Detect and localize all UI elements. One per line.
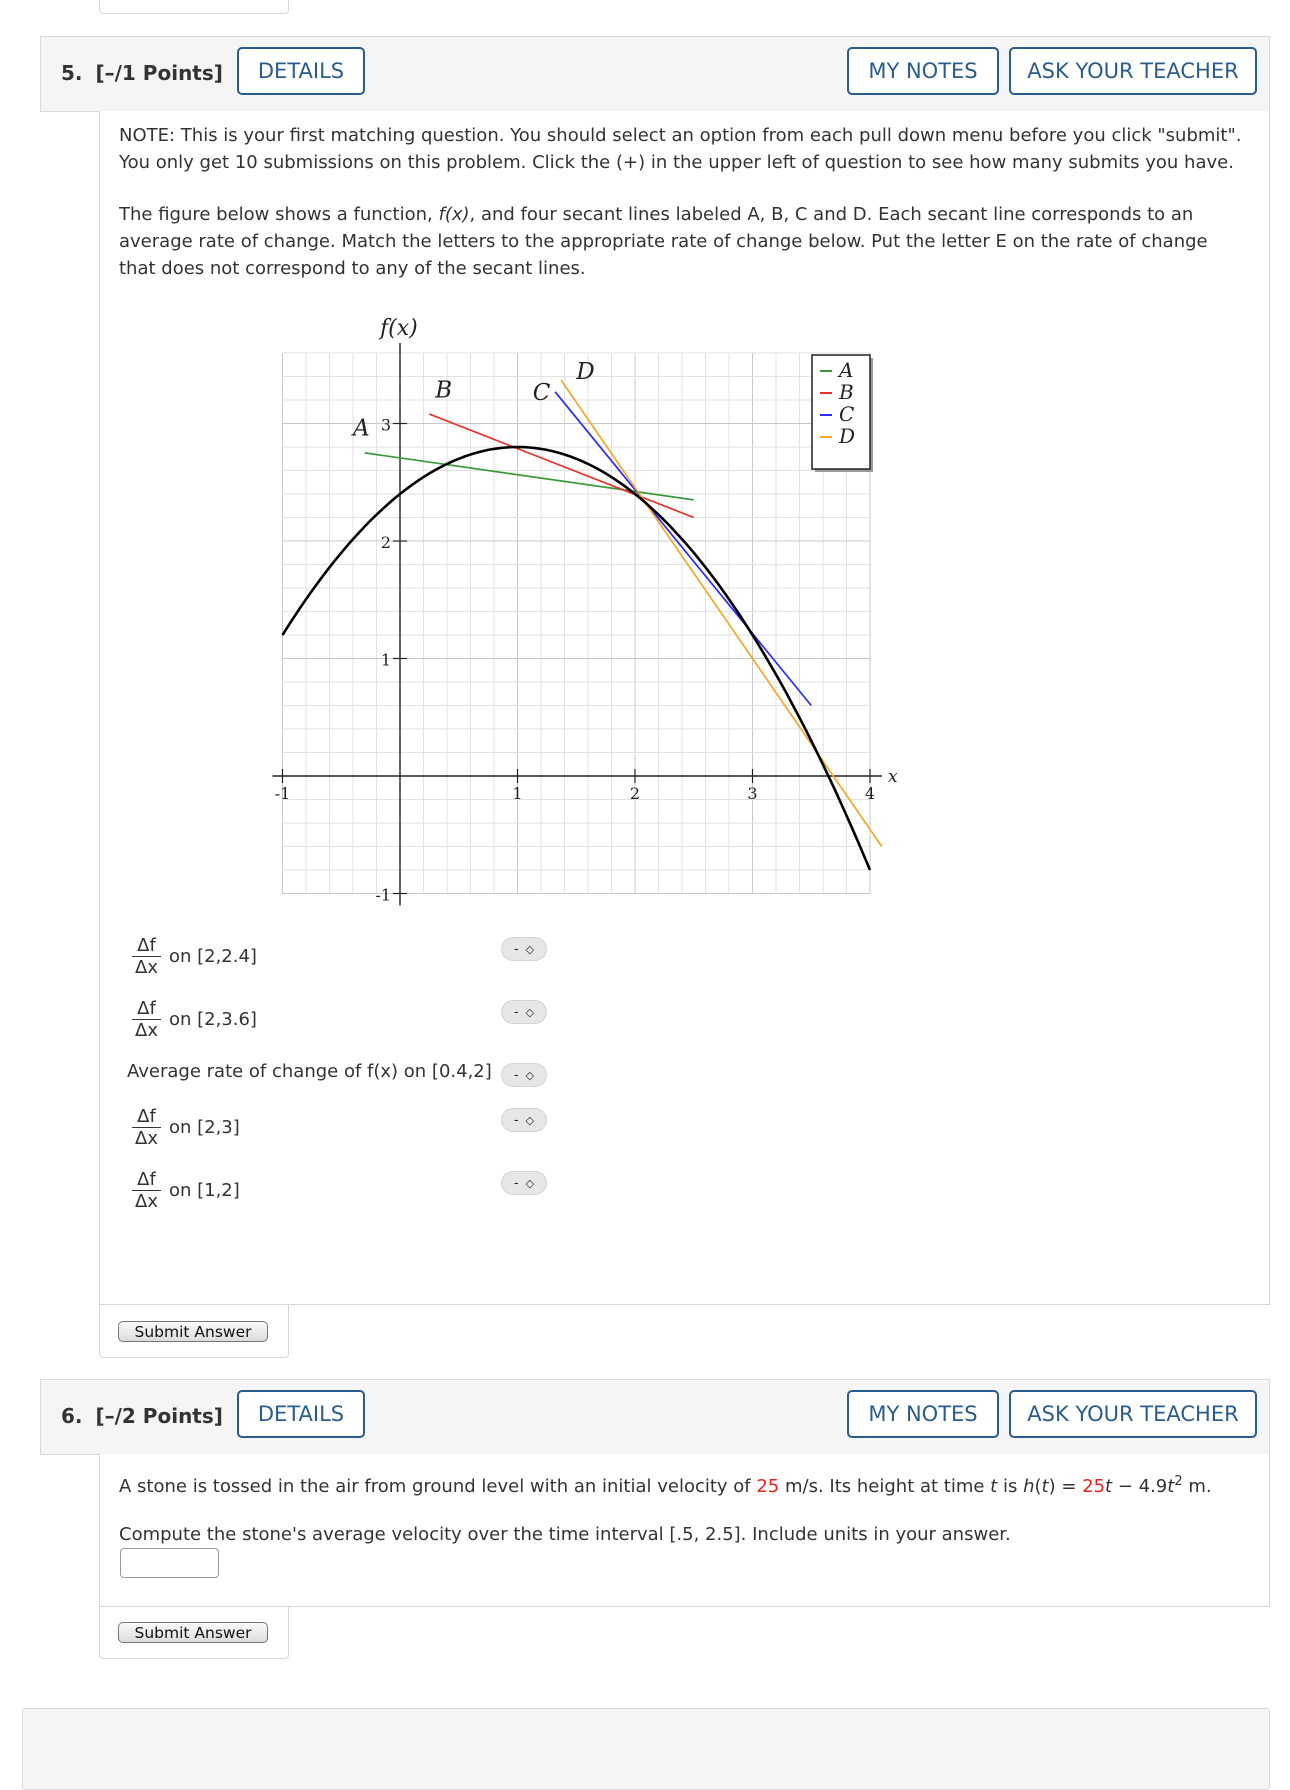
match-row-5-label <box>132 1169 240 1212</box>
q6-text-a: A stone is tossed in the air from ground level with an initial velocity of <box>119 1476 757 1497</box>
legend-label-D: D <box>839 424 856 448</box>
next-question-panel <box>22 1708 1270 1790</box>
fraction-numerator: Δf <box>132 998 161 1020</box>
secant-lines-chart <box>260 300 910 920</box>
select-value: - <box>513 1067 519 1083</box>
x-axis-label: x <box>888 767 898 787</box>
secant-label-D: D <box>576 358 595 385</box>
q6-eq-t: t <box>1041 1476 1049 1497</box>
match-row-5-select[interactable] <box>501 1171 547 1195</box>
match-row-5-interval: on [1,2] <box>168 1180 240 1201</box>
match-row-3-label <box>127 1061 492 1082</box>
q6-title <box>61 1404 223 1428</box>
match-row-1-select[interactable] <box>501 937 547 961</box>
secant-label-A: A <box>353 415 370 442</box>
delta-fraction <box>132 998 161 1041</box>
q5-submit-container <box>99 1304 289 1358</box>
chart-grid <box>283 353 871 894</box>
match-row-4-label <box>132 1106 240 1149</box>
select-chevron-icon: ◇ <box>525 1113 535 1127</box>
match-row-3-select[interactable] <box>501 1063 547 1087</box>
match-row-2-label <box>132 998 257 1041</box>
q5-ask-teacher-button[interactable]: ASK YOUR TEACHER <box>1009 47 1257 95</box>
secant-label-B: B <box>435 377 453 404</box>
match-row-2-interval: on [2,3.6] <box>168 1009 257 1030</box>
fraction-denominator: Δx <box>135 957 158 978</box>
q6-my-notes-button[interactable]: MY NOTES <box>847 1390 999 1438</box>
fraction-denominator: Δx <box>135 1128 158 1149</box>
select-chevron-icon: ◇ <box>525 1005 535 1019</box>
previous-submit-container <box>99 0 289 14</box>
select-value: - <box>513 1175 519 1191</box>
delta-fraction <box>132 1106 161 1149</box>
match-row-2-select[interactable] <box>501 1000 547 1024</box>
select-value: - <box>513 941 519 957</box>
match-row-1-interval: on [2,2.4] <box>168 946 257 967</box>
q6-header <box>40 1379 1270 1455</box>
q6-time-variable: t <box>990 1476 998 1497</box>
match-row-4-interval: on [2,3] <box>168 1117 240 1138</box>
q6-exponent: 2 <box>1174 1474 1183 1489</box>
q5-intro-after: , and four secant lines labeled A, B, C and D. Each secant line corresponds to an average rate of change. Match the letters to the appropriate rate of change below. Put the letter E on the rate of change that does not correspond to any of the secant lines. <box>119 204 1208 279</box>
q6-text-b: m/s. Its height at time <box>779 1476 991 1497</box>
q5-details-button[interactable]: DETAILS <box>237 47 365 95</box>
q6-coefficient: 25 <box>1082 1476 1106 1497</box>
secant-label-C: C <box>532 380 551 406</box>
q5-submit-button[interactable]: Submit Answer <box>118 1321 268 1342</box>
match-row-4-select[interactable] <box>501 1108 547 1132</box>
q6-points: [–/2 Points] <box>95 1404 223 1428</box>
legend-label-C: C <box>839 402 855 426</box>
q5-number: 5. <box>61 61 83 85</box>
y-tick-label: 2 <box>380 533 391 552</box>
q5-intro-fx: f(x) <box>438 204 470 225</box>
select-value: - <box>513 1112 519 1128</box>
select-chevron-icon: ◇ <box>525 1068 535 1082</box>
x-tick-label: 1 <box>512 784 523 803</box>
q6-submit-container <box>99 1606 289 1659</box>
q6-h-label: h <box>1023 1476 1035 1497</box>
q6-ask-teacher-button[interactable]: ASK YOUR TEACHER <box>1009 1390 1257 1438</box>
q5-points: [–/1 Points] <box>95 61 223 85</box>
q5-intro-before: The figure below shows a function, <box>119 204 439 225</box>
select-chevron-icon: ◇ <box>525 1176 535 1190</box>
y-tick-label: 3 <box>380 415 391 435</box>
q6-unit: m. <box>1182 1476 1212 1497</box>
select-chevron-icon: ◇ <box>525 942 535 956</box>
q5-intro <box>119 201 1244 282</box>
fraction-denominator: Δx <box>135 1020 158 1041</box>
select-value: - <box>513 1004 519 1020</box>
q6-eq-t2: t <box>1105 1476 1113 1497</box>
q6-problem-statement <box>119 1468 1249 1500</box>
secant-line-A <box>365 453 694 500</box>
fraction-numerator: Δf <box>132 1106 161 1128</box>
fraction-denominator: Δx <box>135 1191 158 1212</box>
q6-number: 6. <box>61 1404 83 1428</box>
x-tick-label: 3 <box>747 784 758 803</box>
chart-legend <box>812 355 873 472</box>
q6-eq-close: ) = <box>1048 1476 1083 1497</box>
delta-fraction <box>132 935 161 978</box>
x-tick-label: 4 <box>864 784 876 803</box>
q5-my-notes-button[interactable]: MY NOTES <box>847 47 999 95</box>
delta-fraction <box>132 1169 161 1212</box>
q6-text-c: is <box>997 1476 1024 1497</box>
secant-line-B <box>429 414 693 517</box>
x-tick-label: -1 <box>274 784 291 803</box>
chart-ticks <box>275 416 875 905</box>
y-tick-label: 1 <box>380 650 391 670</box>
q6-initial-velocity: 25 <box>756 1476 780 1497</box>
match-row-1-label <box>132 935 257 978</box>
legend-label-B: B <box>839 380 854 404</box>
q6-eq-t3: t <box>1167 1476 1175 1497</box>
chart-secant-lines <box>351 359 882 847</box>
q5-title <box>61 61 223 85</box>
q6-question: Compute the stone's average velocity over the time interval [.5, 2.5]. Include units in your answer. <box>119 1524 1011 1545</box>
match-row-3-text: Average rate of change of f(x) on [0.4,2] <box>127 1061 492 1082</box>
q5-header <box>40 36 1270 112</box>
q6-answer-input[interactable] <box>120 1548 219 1578</box>
y-axis-label: f(x) <box>380 316 418 341</box>
y-tick-label: -1 <box>375 885 391 905</box>
q5-note: NOTE: This is your first matching question. You should select an option from each pull down menu before you click "submit". You only get 10 submissions on this problem. Click the (+) in the upper left of question to see how many submits you have. <box>119 125 1242 173</box>
q6-details-button[interactable]: DETAILS <box>237 1390 365 1438</box>
q6-eq-rest: − 4.9 <box>1112 1476 1168 1497</box>
fraction-numerator: Δf <box>132 1169 161 1191</box>
legend-label-A: A <box>839 358 854 382</box>
q6-body <box>99 1454 1270 1607</box>
q6-submit-button[interactable]: Submit Answer <box>118 1622 268 1643</box>
q6-eq-open: ( <box>1034 1476 1042 1497</box>
fraction-numerator: Δf <box>132 935 161 957</box>
x-tick-label: 2 <box>629 784 641 803</box>
